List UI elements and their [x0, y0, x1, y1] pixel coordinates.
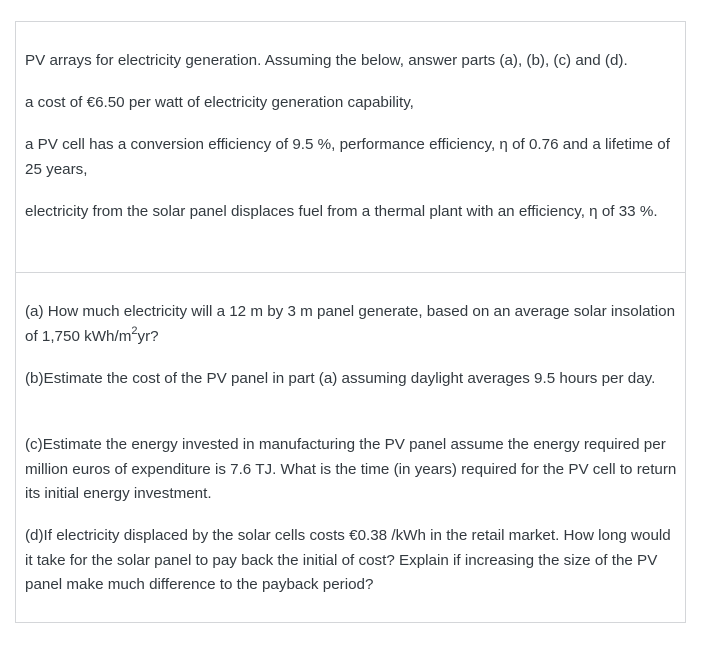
- intro-text: PV arrays for electricity generation. Assuming the below, answer parts (a), (b), (c) and (d).: [25, 52, 628, 69]
- question-a-text: (a) How much electricity will a 12 m by 3 m panel generate, based on an average solar insolation of 1,750 kWh/m: [25, 303, 676, 345]
- cell-assumption: a PV cell has a conversion efficiency of 9.5 %, performance efficiency, η of 0.76 and a lifetime of 25 years,: [25, 136, 670, 178]
- question-a: [25, 300, 680, 350]
- question-a-suffix: yr?: [137, 327, 159, 345]
- displacement-assumption: electricity from the solar panel displaces fuel from a thermal plant with an efficiency, η of 33 %.: [25, 203, 658, 220]
- question-d: (d)If electricity displaced by the solar cells costs €0.38 /kWh in the retail market. How long would it take for the solar panel to pay back the initial of cost? Explain if increasing the size of the PV panel make much difference to the payback period?: [25, 527, 671, 593]
- assumptions-section: [16, 22, 685, 273]
- problem-card: [15, 21, 686, 623]
- questions-section: [16, 273, 685, 622]
- question-c: (c)Estimate the energy invested in manufacturing the PV panel assume the energy required per million euros of expenditure is 7.6 TJ. What is the time (in years) required for the PV cell to return its initial energy investment.: [25, 436, 677, 502]
- question-b: (b)Estimate the cost of the PV panel in part (a) assuming daylight averages 9.5 hours per day.: [25, 370, 656, 387]
- cost-assumption: a cost of €6.50 per watt of electricity generation capability,: [25, 94, 414, 111]
- question-a-superscript: 2: [131, 324, 138, 337]
